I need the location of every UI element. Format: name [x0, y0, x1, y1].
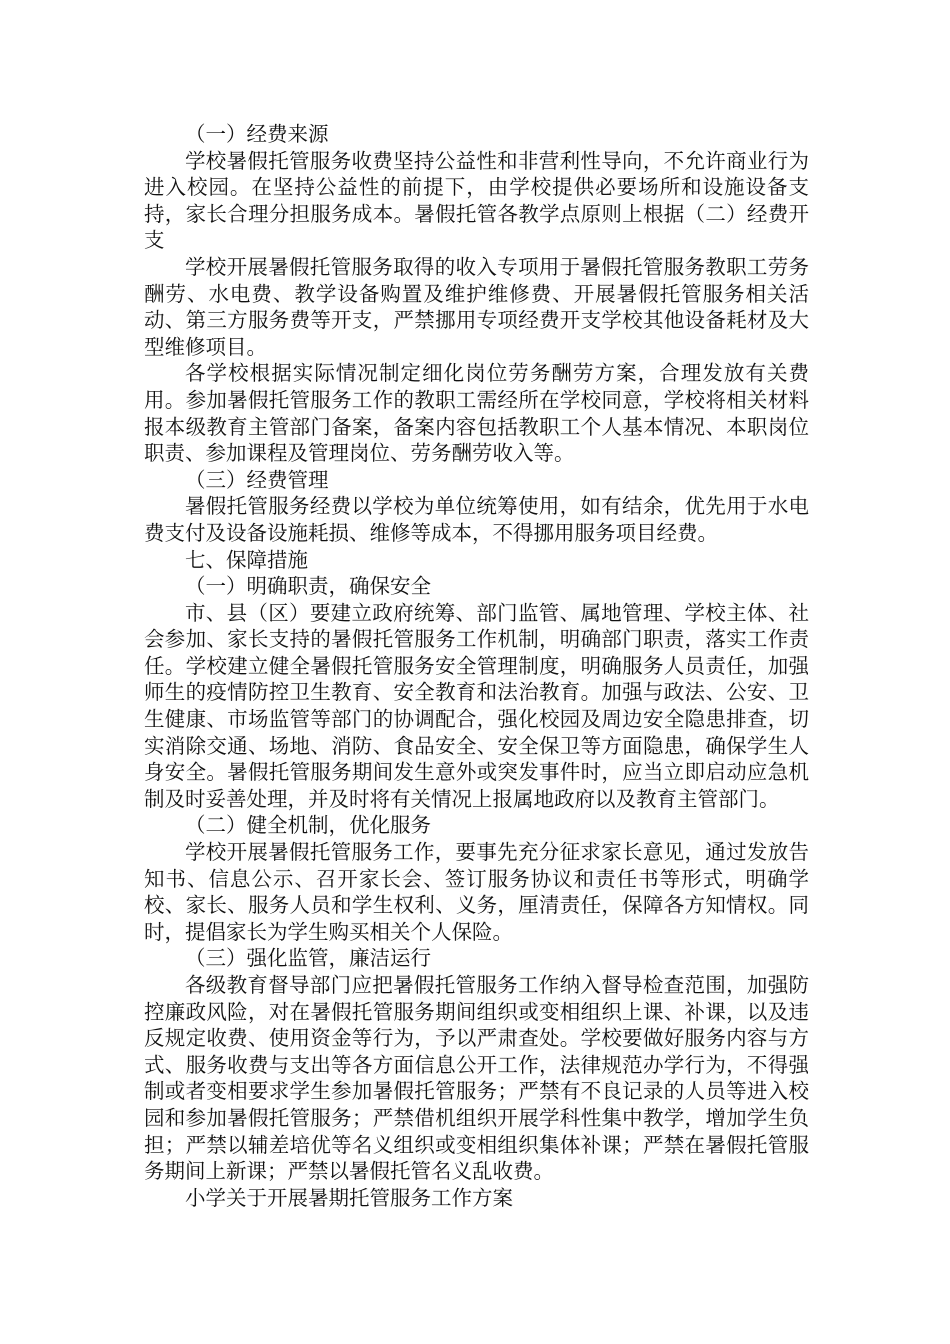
- paragraph: 学校开展暑假托管服务取得的收入专项用于暑假托管服务教职工劳务酬劳、水电费、教学设备购置及维护维修费、开展暑假托管服务相关活动、第三方服务费等开支，严禁挪用专项经费开支学校其他设备耗材及大型维修项目。: [144, 254, 809, 359]
- paragraph: 学校暑假托管服务收费坚持公益性和非营利性导向，不允许商业行为进入校园。在坚持公益性的前提下，由学校提供必要场所和设施设备支持，家长合理分担服务成本。暑假托管各教学点原则上根据（二）经费开支: [144, 148, 809, 253]
- paragraph: 各学校根据实际情况制定细化岗位劳务酬劳方案，合理发放有关费用。参加暑假托管服务工作的教职工需经所在学校同意，学校将相关材料报本级教育主管部门备案，备案内容包括教职工个人基本情况、本职岗位职责、参加课程及管理岗位、劳务酬劳收入等。: [144, 361, 809, 466]
- subsection-heading-responsibilities: （一）明确职责，确保安全: [185, 574, 431, 599]
- section-heading-funding-source: （一）经费来源: [185, 122, 329, 146]
- section-heading-funding-management: （三）经费管理: [185, 467, 329, 492]
- paragraph: 市、县（区）要建立政府统筹、部门监管、属地管理、学校主体、社会参加、家长支持的暑假托管服务工作机制，明确部门职责，落实工作责任。学校建立健全暑假托管服务安全管理制度，明确服务人员责任，加强师生的疫情防控卫生教育、安全教育和法治教育。加强与政法、公安、卫生健康、市场监管等部门的协调配合，强化校园及周边安全隐患排查，切实消除交通、场地、消防、食品安全、安全保卫等方面隐患，确保学生人身安全。暑假托管服务期间发生意外或突发事件时，应当立即启动应急机制及时妥善处理，并及时将有关情况上报属地政府以及教育主管部门。: [144, 600, 809, 811]
- subsection-heading-supervision: （三）强化监管，廉洁运行: [185, 946, 431, 971]
- document-body: [144, 121, 809, 1211]
- paragraph: 学校开展暑假托管服务工作，要事先充分征求家长意见，通过发放告知书、信息公示、召开家长会、签订服务协议和责任书等形式，明确学校、家长、服务人员和学生权利、义务，厘清责任，保障各方知情权。同时，提倡家长为学生购买相关个人保险。: [144, 840, 809, 944]
- subsection-heading-mechanism: （二）健全机制，优化服务: [185, 813, 431, 838]
- paragraph: 各级教育督导部门应把暑假托管服务工作纳入督导检查范围，加强防控廉政风险，对在暑假托管服务期间组织或变相组织上课、补课，以及违反规定收费、使用资金等行为，予以严肃查处。学校要做好服务内容与方式、服务收费与支出等各方面信息公开工作，法律规范办学行为，不得强制或者变相要求学生参加暑假托管服务；严禁有不良记录的人员等进入校园和参加暑假托管服务；严禁借机组织开展学科性集中教学，增加学生负担；严禁以辅差培优等名义组织或变相组织集体补课；严禁在暑假托管服务期间上新课；严禁以暑假托管名义乱收费。: [144, 973, 809, 1184]
- section-heading-safeguards: 七、保障措施: [185, 547, 308, 572]
- paragraph: 暑假托管服务经费以学校为单位统筹使用，如有结余，优先用于水电费支付及设备设施耗损、维修等成本，不得挪用服务项目经费。: [144, 494, 809, 545]
- document-title-line: 小学关于开展暑期托管服务工作方案: [185, 1185, 513, 1210]
